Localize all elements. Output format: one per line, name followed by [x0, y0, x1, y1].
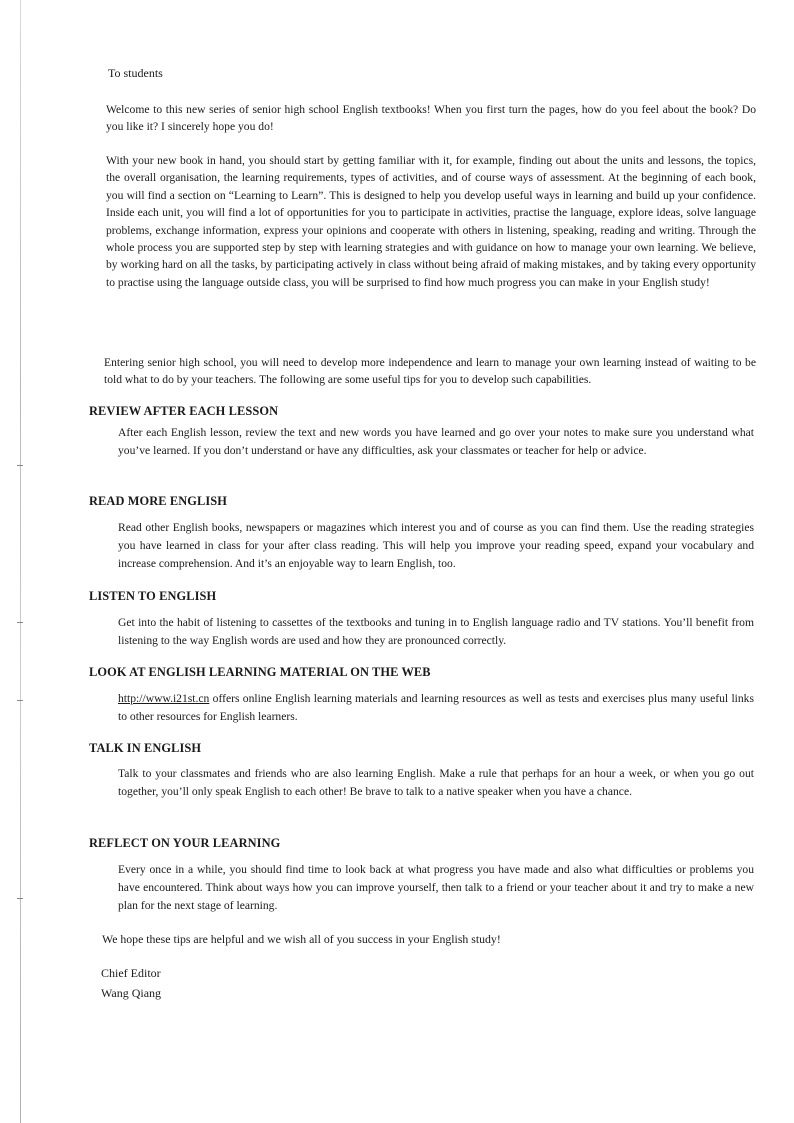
heading-web-material: LOOK AT ENGLISH LEARNING MATERIAL ON THE WEB — [89, 665, 431, 679]
heading-read-more: READ MORE ENGLISH — [89, 494, 228, 508]
signature-name: Wang Qiang — [101, 985, 162, 1000]
closing-line: We hope these tips are helpful and we wish all of you success in your English study! — [102, 932, 501, 946]
salutation: To students — [108, 66, 163, 80]
heading-talk: TALK IN ENGLISH — [89, 741, 202, 755]
paragraph-entering-senior-high: Entering senior high school, you will need to develop more independence and learn to manage your own learning instead of waiting to be told what to do by your teachers. The following are some useful tips for you to develop such capabilities. — [104, 356, 756, 387]
heading-reflect: REFLECT ON YOUR LEARNING — [89, 836, 281, 850]
heading-listen: LISTEN TO ENGLISH — [89, 589, 217, 603]
tip-read-more-text: Read other English books, newspapers or magazines which interest you and of course as you can find them. Use the reading strategies you have learned in class for your after class reading. This will help you improve your reading speed, expand your vocabulary and increase comprehension. And it’s an enjoyable way to learn English, too. — [118, 521, 754, 570]
signature-block — [101, 964, 161, 1003]
tip-web-description: offers online English learning materials and learning resources as well as tests and exercises plus many useful links to other resources for English learners. — [118, 692, 754, 723]
tip-talk-text: Talk to your classmates and friends who are also learning English. Make a rule that perhaps for an hour a week, or when you go out together, you’ll only speak English to each other! Be brave to talk to a native speaker when you have a chance. — [118, 767, 754, 798]
paragraph-new-book: With your new book in hand, you should start by getting familiar with it, for example, finding out about the units and lessons, the topics, the overall organisation, the learning requirements, types of activities, and of course ways of assessment. At the beginning of each book, you will find a section on “Learning to Learn”. This is designed to help you develop useful ways in learning and build up your confidence. Inside each unit, you will find a lot of opportunities for you to participate in activities, practise the language, explore ideas, solve language problems, exchange information, express your opinions and cooperate with others in listening, speaking, reading and writing. Through the whole process you are supported step by step with learning strategies and with guidance on how to manage your own learning. We believe, by working hard on all the tasks, by participating actively in class without being afraid of making mistakes, and by taking every opportunity to practise using the language outside class, you will be surprised to find how much progress you can make in your English study! — [106, 154, 756, 289]
tip-listen-text: Get into the habit of listening to cassettes of the textbooks and tuning in to English language radio and TV stations. You’ll benefit from listening to the way English words are used and how they are pronounced correctly. — [118, 616, 754, 647]
tip-web-text — [118, 690, 754, 726]
website-link[interactable]: http://www.i21st.cn — [118, 692, 210, 705]
paragraph-welcome: Welcome to this new series of senior high school English textbooks! When you first turn the pages, how do you feel about the book? Do you like it? I sincerely hope you do! — [106, 103, 756, 134]
signature-title: Chief Editor — [101, 966, 161, 980]
heading-review: REVIEW AFTER EACH LESSON — [89, 404, 279, 418]
tip-review-text: After each English lesson, review the text and new words you have learned and go over your notes to make sure you understand what you’ve learned. If you don’t understand or have any difficulties, ask your classmates or teacher for help or advice. — [118, 426, 754, 457]
tip-reflect-text: Every once in a while, you should find time to look back at what progress you have made and also what difficulties or problems you have encountered. Think about ways how you can improve yourself, then talk to a friend or your teacher about it and try to make a new plan for the next stage of learning. — [118, 863, 754, 912]
